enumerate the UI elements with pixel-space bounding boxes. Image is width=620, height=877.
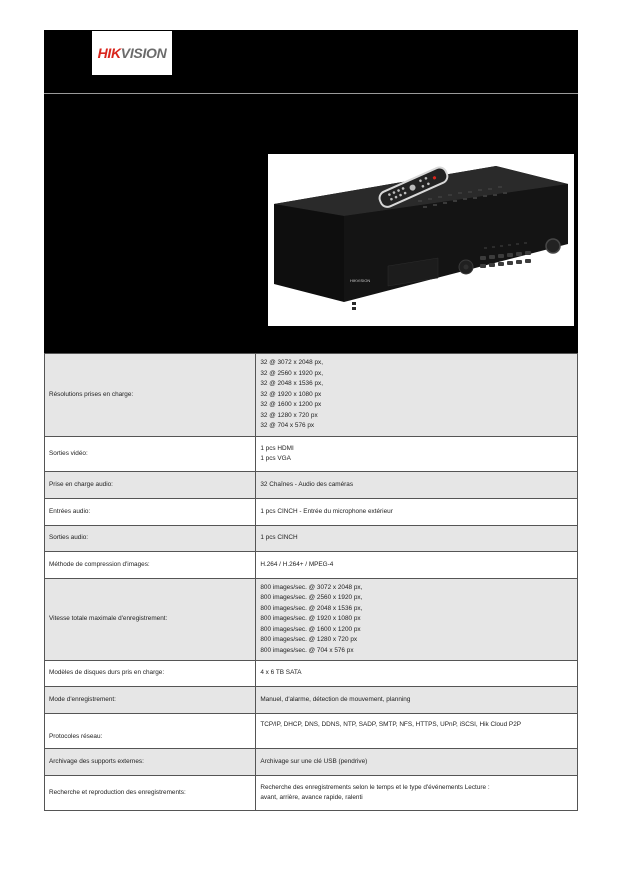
spec-label: Entrées audio: bbox=[45, 499, 256, 526]
spec-value: 1 pcs CINCH bbox=[256, 526, 578, 552]
spec-row bbox=[45, 472, 578, 499]
spec-value-line: 800 images/sec. @ 2560 x 1920 px, bbox=[260, 594, 363, 602]
brand-logo bbox=[92, 31, 172, 75]
spec-row bbox=[45, 749, 578, 776]
spec-row bbox=[45, 499, 578, 526]
spec-label: Mode d'enregistrement: bbox=[45, 687, 256, 714]
logo-text-red: HIK bbox=[97, 45, 121, 61]
spec-row bbox=[45, 661, 578, 687]
spec-value: Manuel, d'alarme, détection de mouvement, planning bbox=[256, 687, 578, 714]
spec-row bbox=[45, 579, 578, 661]
spec-value-line: 800 images/sec. @ 2048 x 1536 px, bbox=[260, 604, 363, 612]
spec-value bbox=[256, 776, 578, 811]
spec-label: Résolutions prises en charge: bbox=[45, 354, 256, 437]
spec-label: Archivage des supports externes: bbox=[45, 749, 256, 776]
spec-value-line: 800 images/sec. @ 704 x 576 px bbox=[260, 646, 354, 654]
spec-row bbox=[45, 437, 578, 472]
header-divider bbox=[44, 93, 578, 94]
spec-value-line: Recherche des enregistrements selon le temps et le type d'événements Lecture : bbox=[260, 783, 490, 791]
spec-value: H.264 / H.264+ / MPEG-4 bbox=[256, 552, 578, 579]
spec-row bbox=[45, 552, 578, 579]
spec-value-line: 32 @ 1600 x 1200 px bbox=[260, 401, 322, 409]
spec-value: 32 Chaînes - Audio des caméras bbox=[256, 472, 578, 499]
spec-value bbox=[256, 354, 578, 437]
spec-value-line: 32 @ 1280 x 720 px bbox=[260, 411, 318, 419]
spec-value-line: 32 @ 2048 x 1536 px, bbox=[260, 380, 323, 388]
spec-value: TCP/IP, DHCP, DNS, DDNS, NTP, SADP, SMTP, NFS, HTTPS, UPnP, iSCSI, Hik Cloud P2P bbox=[256, 714, 578, 749]
spec-value-line: 32 @ 3072 x 2048 px, bbox=[260, 359, 323, 367]
spec-value-line: avant, arrière, avance rapide, ralenti bbox=[260, 794, 363, 801]
spec-value-line: 32 @ 1920 x 1080 px bbox=[260, 390, 322, 398]
spec-value: Archivage sur une clé USB (pendrive) bbox=[256, 749, 578, 776]
spec-value-line: 32 @ 704 x 576 px bbox=[260, 422, 315, 430]
spec-label: Sorties vidéo: bbox=[45, 437, 256, 472]
spec-value-line: 800 images/sec. @ 1280 x 720 px bbox=[260, 636, 358, 644]
spec-label: Recherche et reproduction des enregistrements: bbox=[45, 776, 256, 811]
spec-label: Méthode de compression d'images: bbox=[45, 552, 256, 579]
spec-value: 4 x 6 TB SATA bbox=[256, 661, 578, 687]
spec-value-line: 1 pcs VGA bbox=[260, 455, 291, 462]
front-brand-label: HIKVISION bbox=[350, 278, 371, 283]
spec-label: Vitesse totale maximale d'enregistrement: bbox=[45, 579, 256, 661]
spec-label: Prise en charge audio: bbox=[45, 472, 256, 499]
spec-value bbox=[256, 579, 578, 661]
spec-label: Modèles de disques durs pris en charge: bbox=[45, 661, 256, 687]
nvr-device-illustration bbox=[268, 154, 574, 326]
spec-row bbox=[45, 687, 578, 714]
spec-value-line: 1 pcs HDMI bbox=[260, 444, 294, 452]
logo-text-gray: VISION bbox=[120, 45, 167, 61]
spec-value: 1 pcs CINCH - Entrée du microphone extérieur bbox=[256, 499, 578, 526]
header-banner bbox=[44, 30, 578, 353]
spec-row bbox=[45, 776, 578, 811]
spec-label: Protocoles réseau: bbox=[45, 714, 256, 749]
spec-value bbox=[256, 437, 578, 472]
spec-value-line: 800 images/sec. @ 3072 x 2048 px, bbox=[260, 583, 363, 591]
spec-row bbox=[45, 714, 578, 749]
spec-value-line: 800 images/sec. @ 1920 x 1080 px bbox=[260, 615, 361, 623]
spec-row bbox=[45, 354, 578, 437]
spec-value-line: 800 images/sec. @ 1600 x 1200 px bbox=[260, 625, 361, 633]
spec-row bbox=[45, 526, 578, 552]
spec-label: Sorties audio: bbox=[45, 526, 256, 552]
spec-value-line: 32 @ 2560 x 1920 px, bbox=[260, 369, 323, 377]
product-image bbox=[268, 154, 574, 326]
specification-table bbox=[44, 353, 578, 811]
